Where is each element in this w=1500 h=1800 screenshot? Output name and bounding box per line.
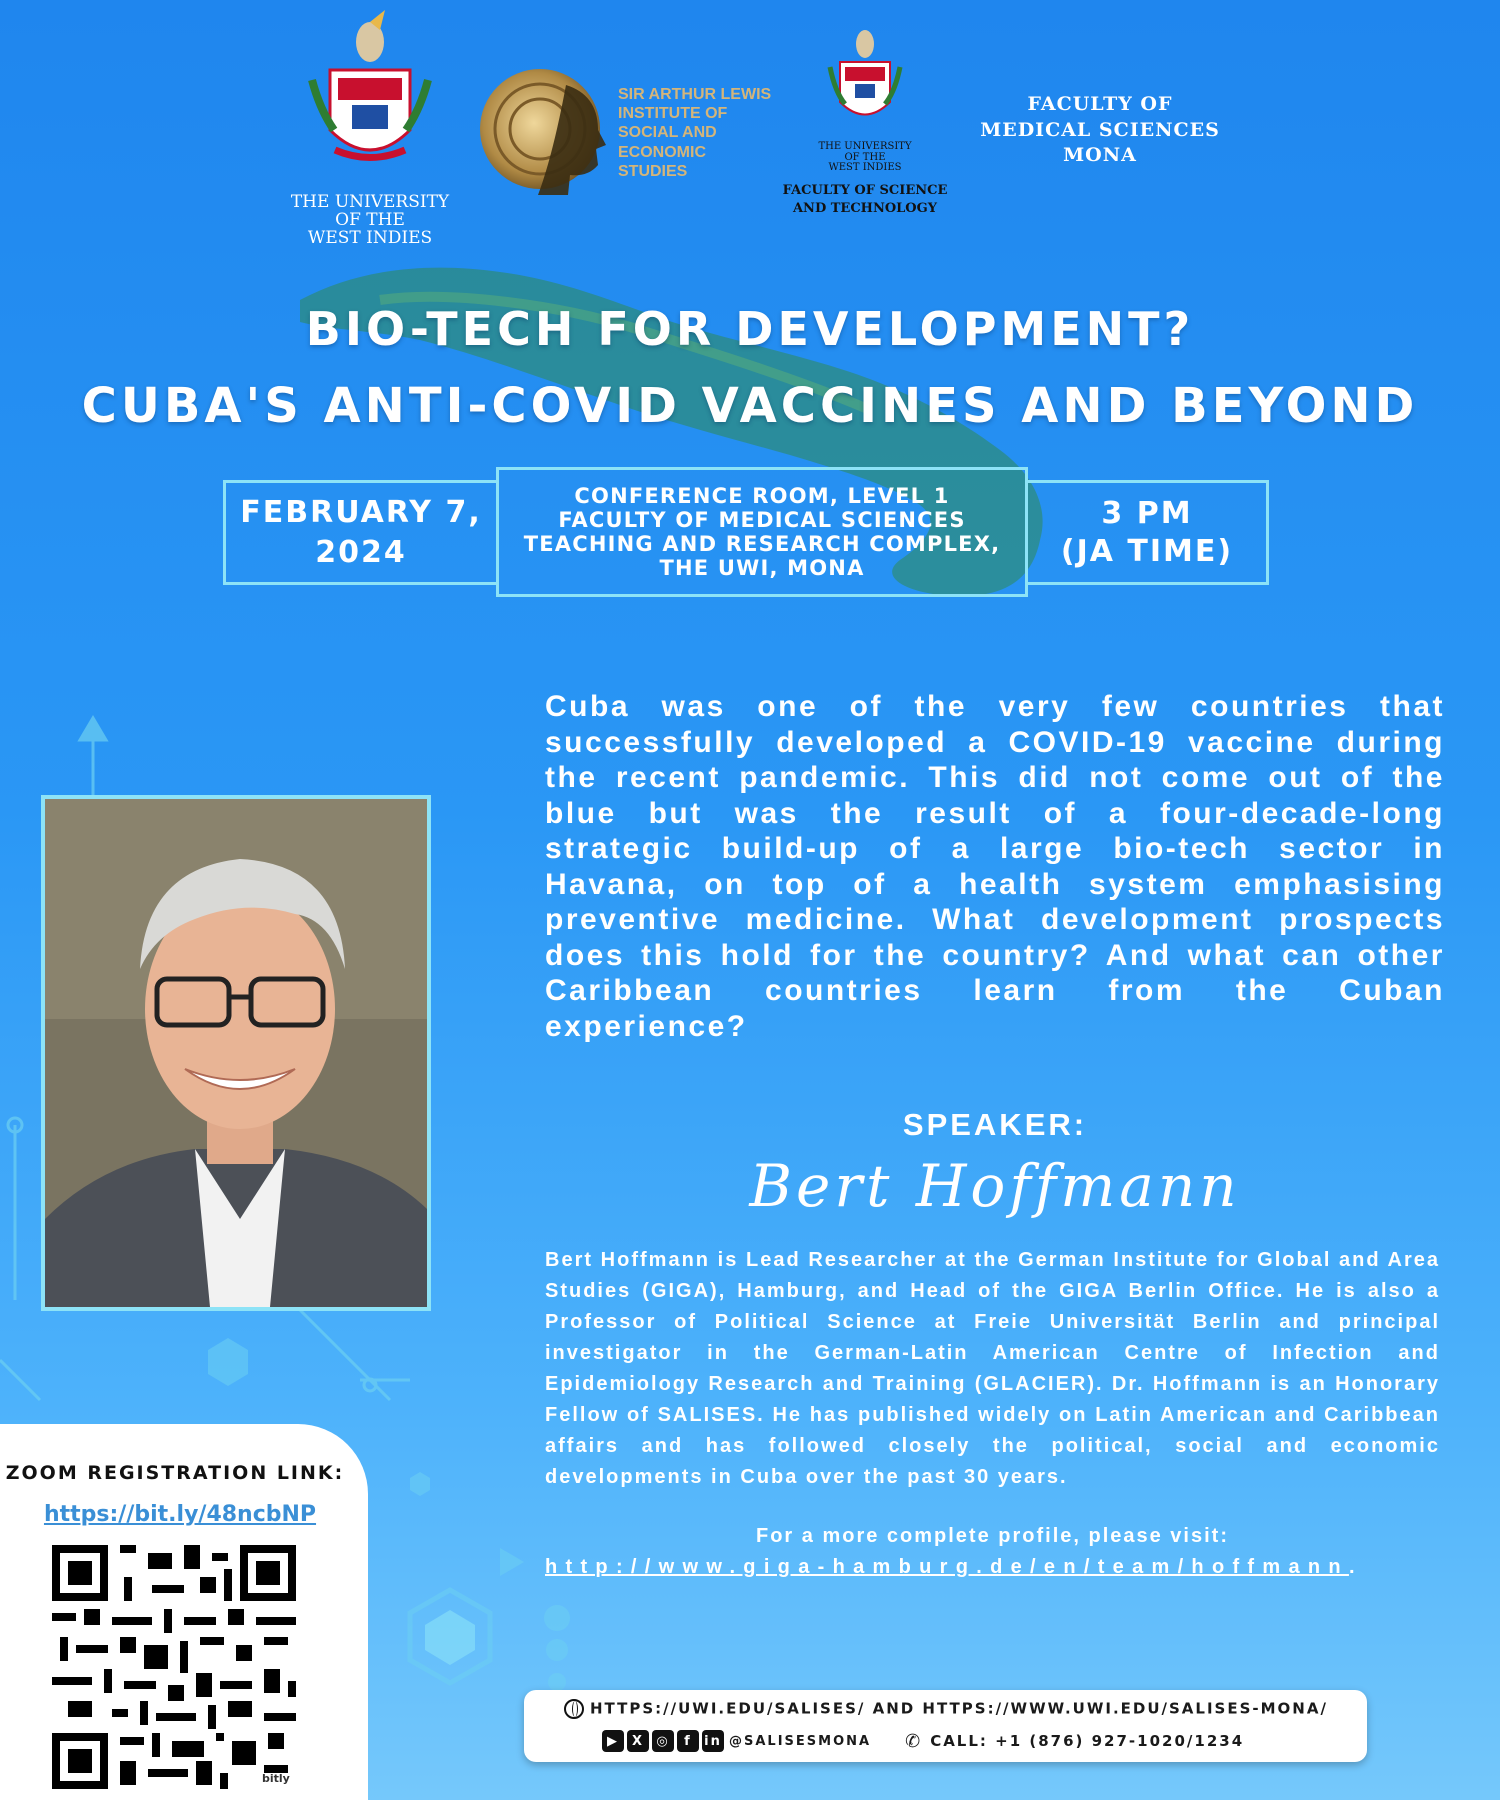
linkedin-icon[interactable]: in xyxy=(702,1730,724,1752)
fst-crest-icon xyxy=(820,22,910,142)
salises-logo xyxy=(478,65,778,200)
speaker-name: Bert Hoffmann xyxy=(749,1152,1241,1220)
youtube-icon[interactable]: ▶ xyxy=(602,1730,624,1752)
fms-logo xyxy=(970,92,1230,169)
footer-contact-row xyxy=(602,1730,1244,1752)
phone-icon: ✆ xyxy=(905,1730,923,1752)
phone-number: CALL: +1 (876) 927-1020/1234 xyxy=(930,1732,1245,1750)
uwi-logo-line3: WEST INDIES xyxy=(307,227,433,248)
venue-line3: TEACHING AND RESEARCH COMPLEX, xyxy=(523,532,1001,556)
registration-card xyxy=(0,1424,368,1800)
time-line1: 3 PM xyxy=(1101,495,1193,531)
salises-line5: STUDIES xyxy=(618,162,688,180)
globe-icon xyxy=(564,1699,584,1719)
salises-line4: ECONOMIC xyxy=(618,143,706,161)
profile-prompt: For a more complete profile, please visit: xyxy=(755,1525,1229,1547)
uwi-crest-icon xyxy=(290,10,450,190)
fms-line2: MEDICAL SCIENCES xyxy=(980,118,1220,141)
date-line2: 2024 xyxy=(315,534,407,570)
x-icon[interactable]: X xyxy=(627,1730,649,1752)
uwi-logo-line1: THE UNIVERSITY xyxy=(290,192,450,212)
date-line1: FEBRUARY 7, xyxy=(240,494,482,530)
fst-faculty-line2: AND TECHNOLOGY xyxy=(792,200,938,216)
registration-label: ZOOM REGISTRATION LINK: xyxy=(5,1462,345,1484)
speaker-photo xyxy=(41,795,431,1311)
salises-line1: SIR ARTHUR LEWIS xyxy=(618,86,772,103)
venue-line1: CONFERENCE ROOM, LEVEL 1 xyxy=(574,484,950,508)
event-description: Cuba was one of the very few countries that successfully developed a COVID-19 vaccine during the recent pandemic. This did not come out of the blue but was the result of a four-decade-long strategic build-up of a large bio-tech sector in Havana, on top of a health system emphasising preventive medicine. What development prospects does this hold for the country? And what can other Caribbean countries learn from the Cuban experience? xyxy=(545,690,1445,1043)
qr-brand: bitly xyxy=(262,1772,290,1785)
time-box xyxy=(1025,480,1269,585)
facebook-icon[interactable]: f xyxy=(677,1730,699,1752)
fst-logo-line1: THE UNIVERSITY xyxy=(818,141,912,152)
footer-website-row xyxy=(564,1699,1328,1719)
venue-line2: FACULTY OF MEDICAL SCIENCES xyxy=(558,508,966,532)
fst-faculty-line1: FACULTY OF SCIENCE xyxy=(782,182,948,198)
date-box xyxy=(223,480,499,585)
salises-line3: SOCIAL AND xyxy=(618,124,717,142)
fms-line1: FACULTY OF xyxy=(1027,93,1173,115)
speaker-portrait-icon xyxy=(45,799,427,1307)
footer-bar xyxy=(524,1690,1367,1762)
speaker-heading: SPEAKER: xyxy=(902,1107,1088,1142)
title-line1: BIO-TECH FOR DEVELOPMENT? xyxy=(305,302,1195,356)
title-line2: CUBA'S ANTI-COVID VACCINES AND BEYOND xyxy=(81,378,1419,434)
fst-logo xyxy=(770,22,960,242)
footer-websites[interactable]: HTTPS://UWI.EDU/SALISES/ AND HTTPS://WWW.UWI.EDU/SALISES-MONA/ xyxy=(590,1699,1328,1718)
venue-line4: THE UWI, MONA xyxy=(659,556,865,580)
social-handle: @SALISESMONA xyxy=(729,1733,872,1749)
qr-code-icon[interactable] xyxy=(52,1545,296,1789)
fst-logo-line3: WEST INDIES xyxy=(828,162,902,173)
instagram-icon[interactable]: ◎ xyxy=(652,1730,674,1752)
profile-url-suffix: . xyxy=(1348,1556,1363,1578)
speaker-bio: Bert Hoffmann is Lead Researcher at the German Institute for Global and Area Studies (GIGA), Hamburg, and Head of the GIGA Berlin Office. He is also a Professor of Political Science at Freie Universität Berlin and principal investigator in the German-Latin American Centre of Infection and Epidemiology Research and Training (GLACIER). Dr. Hoffmann is an Honorary Fellow of SALISES. He has published widely on Latin American and Caribbean affairs and has followed closely the political, social and economic developments in Cuba over the past 30 years. xyxy=(545,1249,1440,1488)
salises-line2: INSTITUTE OF xyxy=(618,105,728,123)
venue-box xyxy=(496,467,1028,597)
fst-logo-line2: OF THE xyxy=(844,151,886,163)
uwi-logo-line2: OF THE xyxy=(335,209,405,230)
uwi-logo xyxy=(290,10,450,250)
salises-head-icon xyxy=(478,65,608,200)
fms-line3: MONA xyxy=(1063,144,1137,167)
registration-link[interactable]: https://bit.ly/48ncbNP xyxy=(43,1502,317,1527)
time-line2: (JA TIME) xyxy=(1060,533,1234,569)
profile-url-link[interactable]: http://www.giga-hamburg.de/en/team/hoffmann xyxy=(545,1556,1349,1578)
profile-link-row xyxy=(545,1556,1445,1579)
